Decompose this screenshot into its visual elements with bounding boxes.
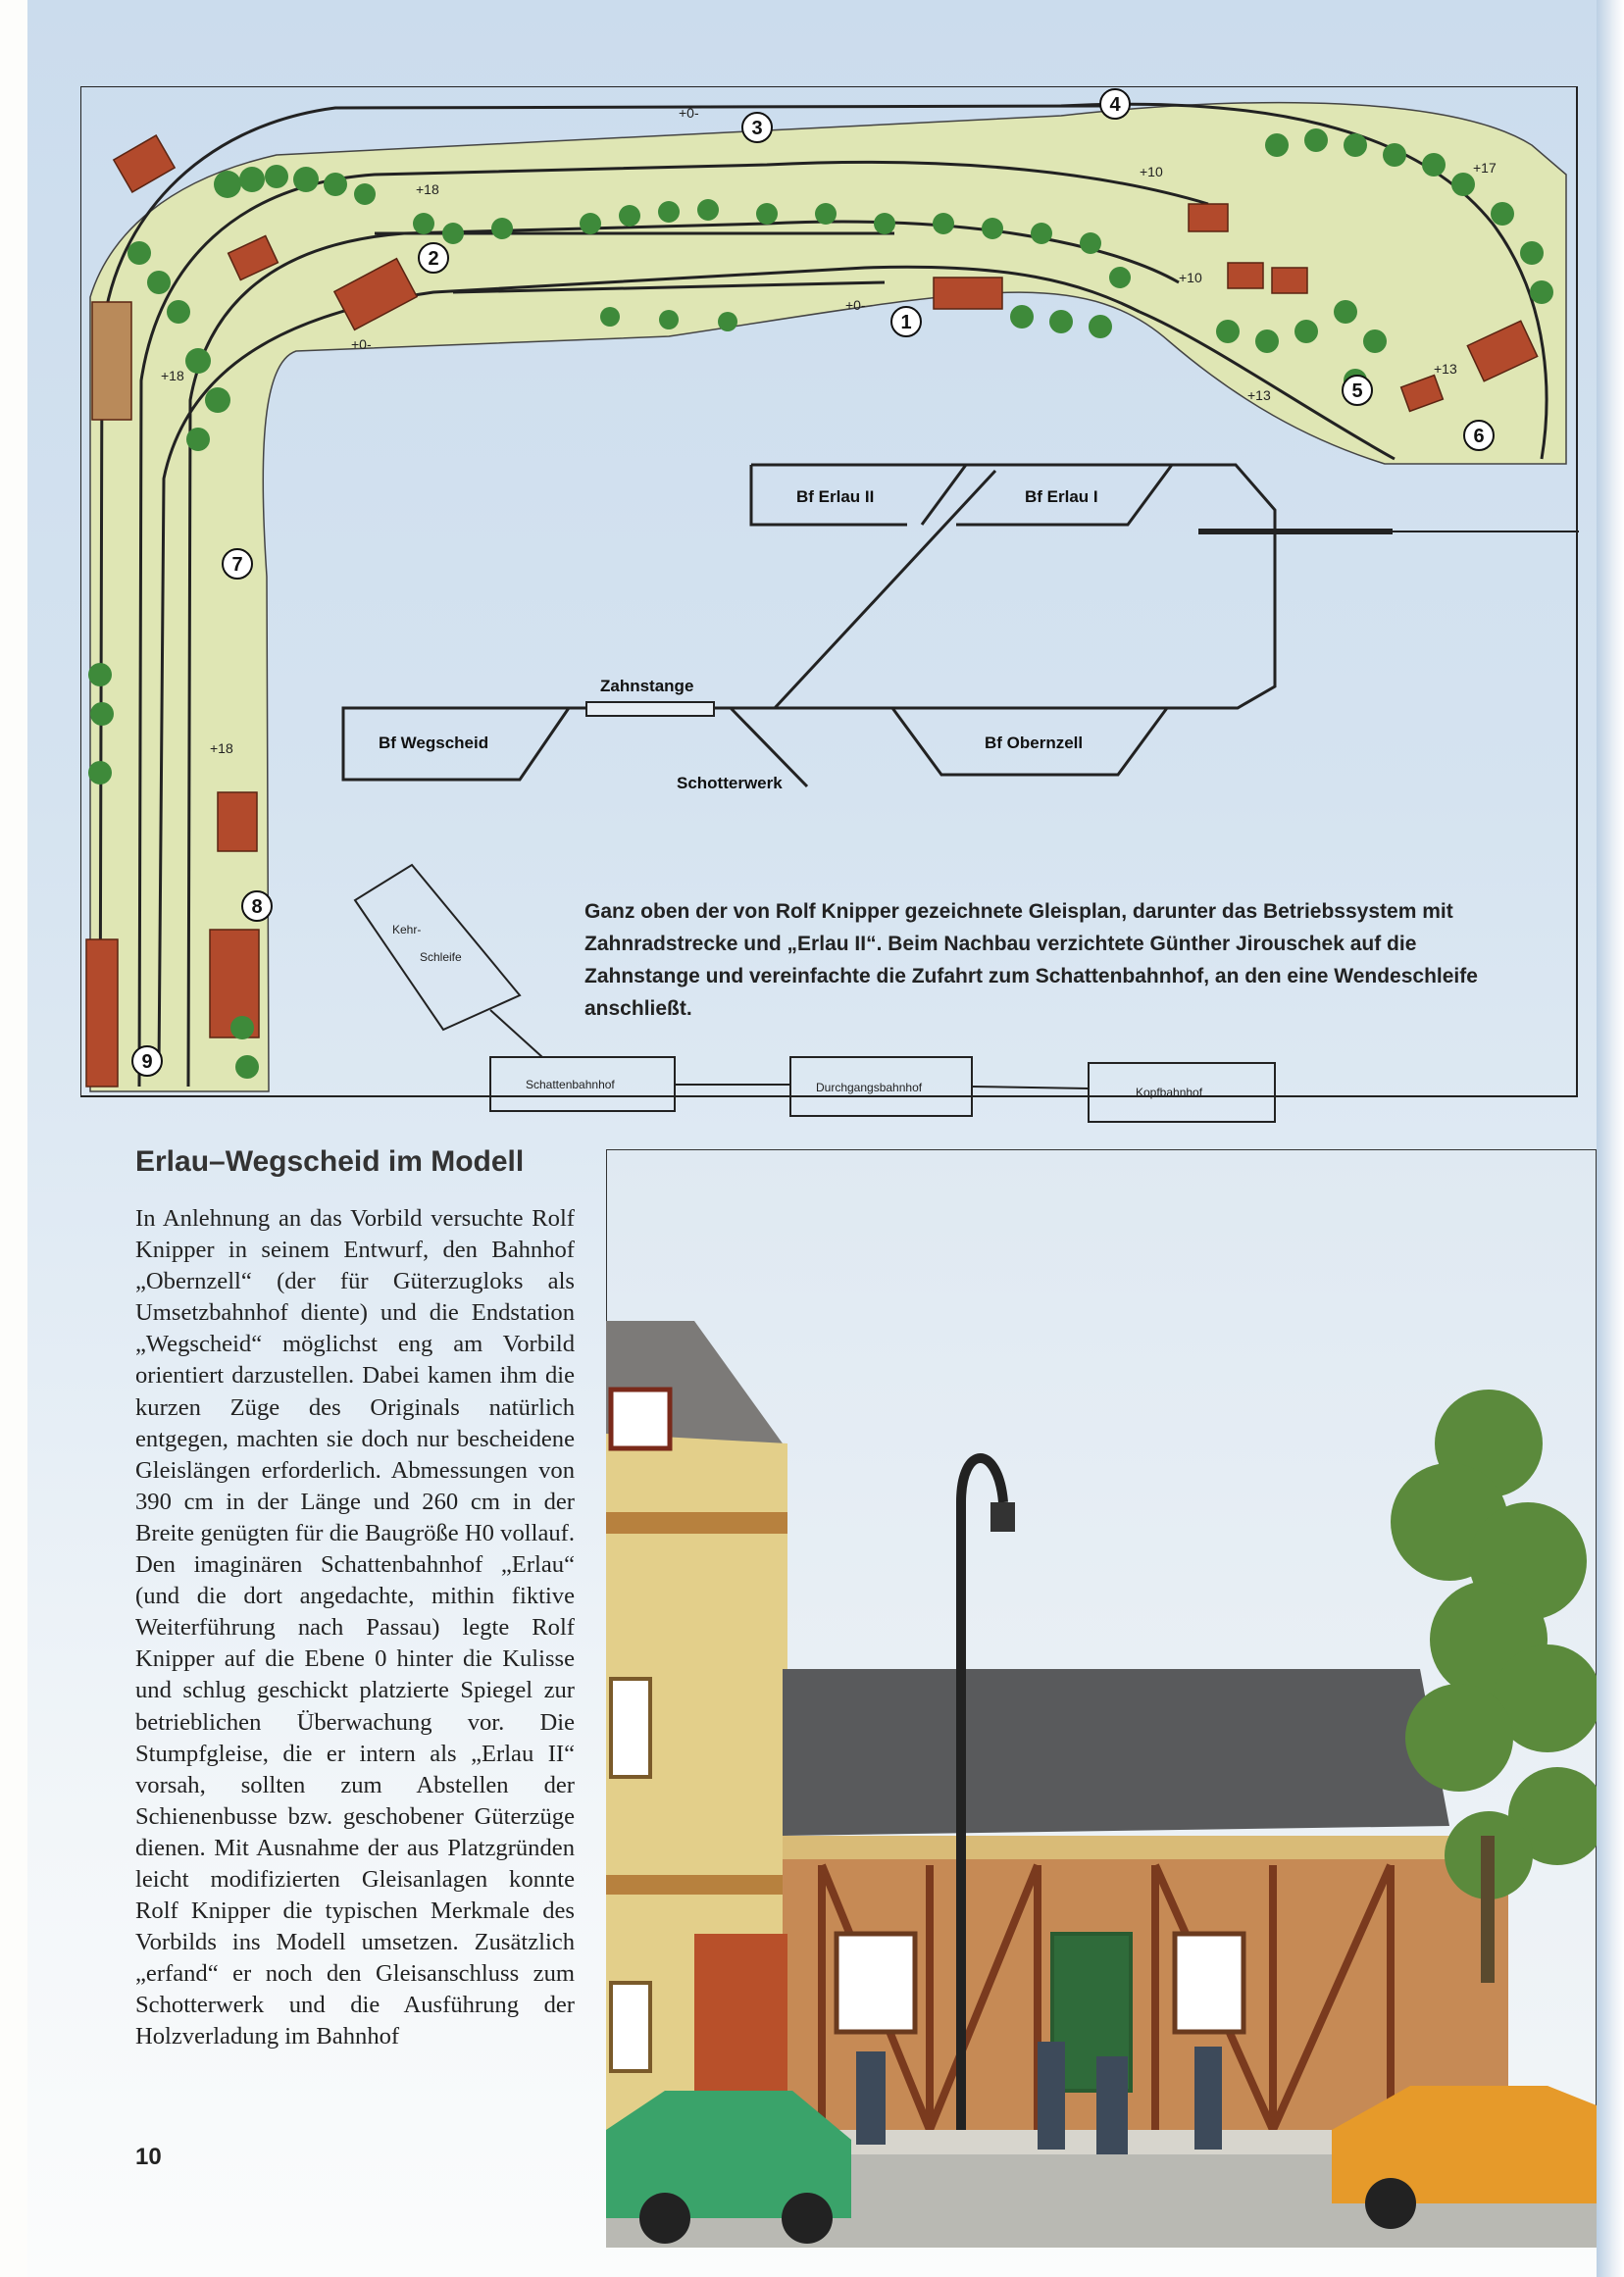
label-durchgangsbahnhof: Durchgangsbahnhof xyxy=(816,1081,923,1094)
figure-caption: Ganz oben der von Rolf Knipper gezeichnete Gleisplan, darunter das Betriebssystem mit Zahnradstrecke und „Erlau II“. Beim Nachbau verzichtete Günther Jirouschek auf die Zahnstange und vereinfachte die Zufahrt zum Schattenbahnhof, an den eine Wendeschleife anschließt. xyxy=(584,900,1478,1020)
label-schattenbahnhof: Schattenbahnhof xyxy=(526,1078,615,1091)
level-label: +18 xyxy=(416,181,439,197)
label-kehrschleife: Kehr- xyxy=(392,923,422,936)
marker-5: 5 xyxy=(1351,380,1363,402)
label-bf-wegscheid: Bf Wegscheid xyxy=(379,734,489,752)
level-label: +0- xyxy=(845,297,866,313)
label-zahnstange: Zahnstange xyxy=(600,677,694,695)
level-label: +18 xyxy=(161,368,184,383)
zahnstange-rack xyxy=(586,702,714,716)
level-label: +17 xyxy=(1473,160,1497,176)
level-label: +0- xyxy=(351,336,372,352)
level-label: +10 xyxy=(1140,164,1163,179)
marker-6: 6 xyxy=(1473,426,1485,447)
level-label: +18 xyxy=(210,740,233,756)
label-kehrschleife: Schleife xyxy=(420,950,462,964)
level-label: +13 xyxy=(1247,387,1271,403)
marker-1: 1 xyxy=(900,312,912,333)
label-kopfbahnhof: Kopfbahnhof xyxy=(1136,1086,1203,1099)
label-schotterwerk: Schotterwerk xyxy=(677,774,783,792)
article-body: In Anlehnung an das Vorbild versuchte Rolf Knipper in seinem Entwurf, den Bahnhof „Obernzell“ (der für Güterzugloks als Umsetzbahnhof diente) und die Endstation „Wegscheid“ möglichst eng am Vorbild orientiert darzustellen. Dabei kamen ihm die kurzen Züge des Originals natürlich entgegen, machten sie doch nur bescheidene Gleislängen erforderlich. Abmessungen von 390 cm in der Länge und 260 cm in der Breite genügten für die Baugröße H0 vollauf. Den imaginären Schattenbahnhof „Erlau“ (und die dort angedachte, mithin fiktive Weiterführung nach Passau) legte Rolf Knipper auf die Ebene 0 hinter die Kulisse und schlug geschickt platzierte Spiegel zur betrieblichen Überwachung vor. Die Stumpfgleise, die er intern als „Erlau II“ vorsah, sollten zum Abstellen der Schienenbusse bzw. geschobener Güterzüge dienen. Mit Ausnahme der aus Platzgründen leicht modifizierten Gleisanlagen konnte Rolf Knipper die typischen Merkmale des Vorbilds ins Modell umsetzen. Zusätzlich „erfand“ er noch den Gleisanschluss zum Schotterwerk und die Ausführung der Holzverladung im Bahnhof xyxy=(135,1205,575,2050)
article-headline: Erlau–Wegscheid im Modell xyxy=(135,1145,525,1178)
marker-8: 8 xyxy=(251,896,263,918)
marker-3: 3 xyxy=(751,118,763,139)
label-bf-erlau-ii: Bf Erlau II xyxy=(796,487,875,506)
level-label: +0- xyxy=(679,105,699,121)
station-photo xyxy=(606,1149,1597,2248)
level-label: +10 xyxy=(1179,270,1202,285)
label-bf-erlau-i: Bf Erlau I xyxy=(1025,487,1098,506)
page-number: 10 xyxy=(135,2144,162,2170)
marker-2: 2 xyxy=(428,248,439,270)
marker-4: 4 xyxy=(1109,94,1121,116)
page-edge xyxy=(1597,0,1624,2277)
marker-7: 7 xyxy=(231,554,243,576)
label-bf-obernzell: Bf Obernzell xyxy=(985,734,1084,752)
level-label: +13 xyxy=(1434,361,1457,377)
marker-9: 9 xyxy=(141,1051,153,1073)
